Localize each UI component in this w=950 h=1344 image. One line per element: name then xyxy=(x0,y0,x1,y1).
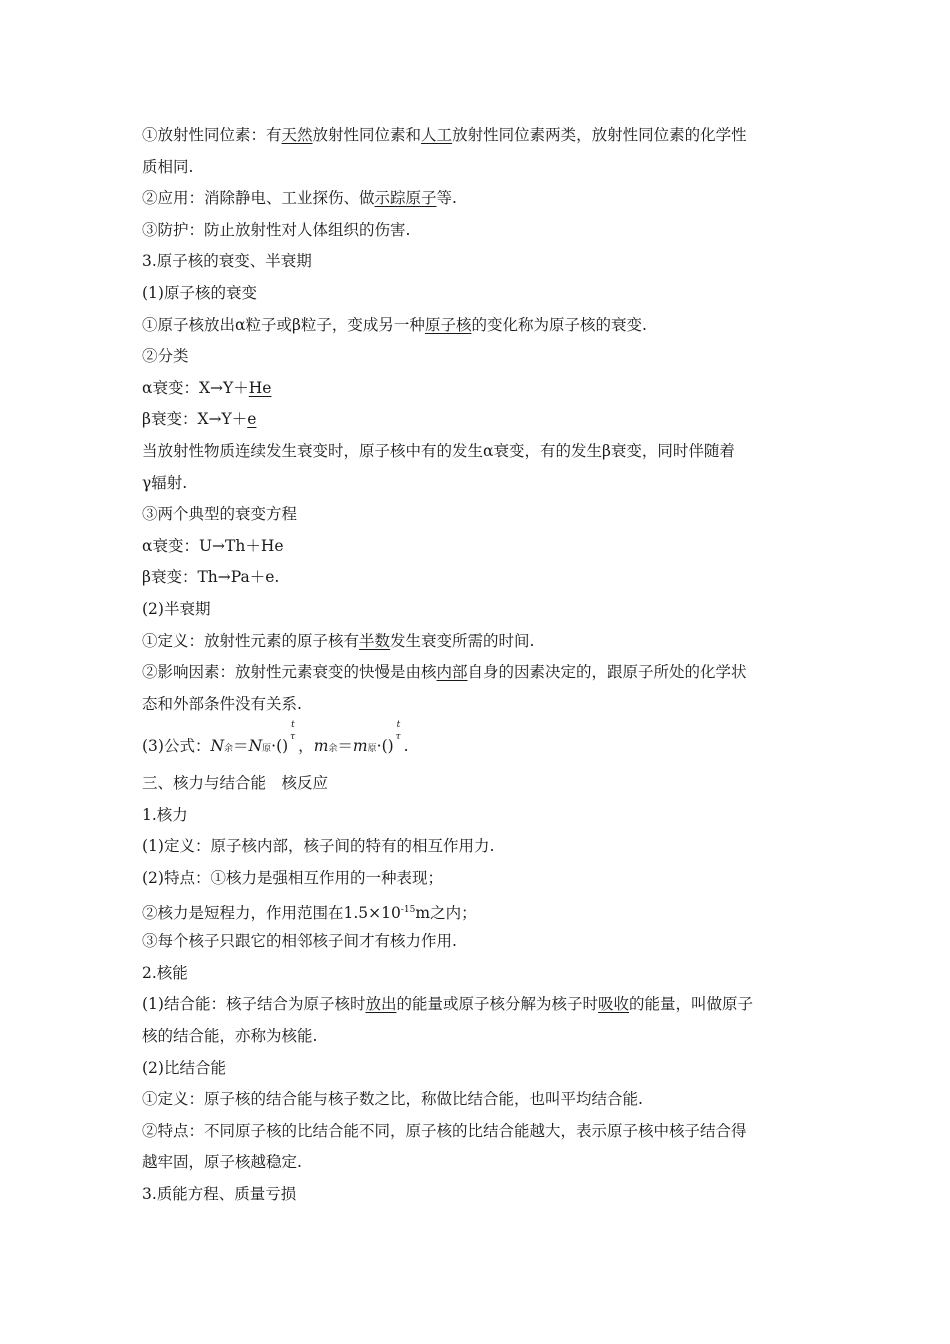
text: (3)公式： xyxy=(142,737,211,756)
text: ②核力是短程力，作用范围在1.5×10 xyxy=(142,903,401,922)
subscript: 余 xyxy=(328,744,338,755)
text-line: (2)特点：①核力是强相互作用的一种表现； xyxy=(142,869,443,888)
subsection-heading: (2)比结合能 xyxy=(142,1058,226,1077)
text: 的能量，叫做原子 xyxy=(629,995,754,1014)
answer-blank: 吸收 xyxy=(598,995,630,1014)
text-line: 态和外部条件没有关系. xyxy=(142,694,302,713)
text-line: 质相同. xyxy=(142,157,194,176)
half-life-formula xyxy=(142,720,812,768)
text-line xyxy=(142,373,812,405)
exponent xyxy=(394,720,404,751)
text: (1)结合能：核子结合为原子核时 xyxy=(142,995,366,1014)
answer-blank: 示踪原子 xyxy=(374,189,437,208)
text: m之内； xyxy=(415,903,477,922)
text-line: ②分类 xyxy=(142,347,189,366)
exponent-denominator: τ xyxy=(290,732,296,743)
text-line xyxy=(142,404,812,436)
text: ①放射性同位素：有 xyxy=(142,126,282,144)
text-line xyxy=(142,895,812,927)
text: ②影响因素：放射性元素衰变的快慢是由核 xyxy=(142,663,437,682)
text: ②应用：消除静电、工业探伤、做 xyxy=(142,189,375,208)
subsection-heading: (1)原子核的衰变 xyxy=(142,283,257,302)
text-line: 越牢固，原子核越稳定. xyxy=(142,1153,302,1172)
symbol: m xyxy=(313,737,329,756)
section-heading: 2.核能 xyxy=(142,963,188,982)
answer-blank: 半数 xyxy=(359,631,391,650)
exponent-denominator: τ xyxy=(395,732,401,743)
section-heading: 3.质能方程、质量亏损 xyxy=(142,1185,297,1203)
section-heading: 1.核力 xyxy=(142,805,188,824)
text: 的能量或原子核分解为核子时 xyxy=(396,995,598,1014)
text-line: ③防护：防止放射性对人体组织的伤害. xyxy=(142,220,411,239)
answer-blank: e xyxy=(247,410,257,429)
subscript: 原 xyxy=(262,744,272,755)
text: ， xyxy=(298,737,314,756)
answer-blank: 放出 xyxy=(365,995,397,1014)
text-line: γ辐射. xyxy=(142,473,188,492)
exponent-numerator: t xyxy=(396,720,401,731)
text: 等. xyxy=(436,189,457,208)
text: β衰变：X→Y＋ xyxy=(142,410,248,429)
text: ·() xyxy=(376,737,394,756)
subscript: 原 xyxy=(367,744,377,755)
text: α衰变：X→Y＋ xyxy=(142,378,249,397)
text-line xyxy=(142,183,812,215)
text: ·() xyxy=(271,737,289,756)
subsection-heading: (2)半衰期 xyxy=(142,599,211,618)
text-line xyxy=(142,120,812,152)
answer-blank: He xyxy=(248,378,272,397)
text-line: 核的结合能，亦称为核能. xyxy=(142,1027,318,1046)
text-line: 当放射性物质连续发生衰变时，原子核中有的发生α衰变，有的发生β衰变，同时伴随着 xyxy=(142,441,735,460)
text-line: (1)定义：原子核内部，核子间的特有的相互作用力. xyxy=(142,837,495,856)
text: ＝ xyxy=(233,737,249,756)
text: . xyxy=(403,737,409,756)
subscript: 余 xyxy=(224,744,234,755)
text-line xyxy=(142,310,812,342)
text-line: ③每个核子只跟它的相邻核子间才有核力作用. xyxy=(142,932,457,951)
answer-blank: 天然 xyxy=(281,126,313,144)
text: ＝ xyxy=(337,737,353,756)
text: 放射性同位素和 xyxy=(312,126,422,144)
answer-blank: 内部 xyxy=(436,663,468,682)
section-heading: 三、核力与结合能 核反应 xyxy=(142,774,329,793)
superscript: -15 xyxy=(400,904,416,915)
text: ①定义：放射性元素的原子核有 xyxy=(142,631,360,650)
answer-blank: 人工 xyxy=(421,126,453,144)
text-line xyxy=(142,657,812,689)
symbol: N xyxy=(248,737,263,756)
text-line xyxy=(142,989,812,1021)
text-line: β衰变：Th→Pa＋e. xyxy=(142,568,280,587)
text: 自身的因素决定的，跟原子所处的化学状 xyxy=(467,663,747,682)
answer-blank: 原子核 xyxy=(424,315,472,334)
document-page xyxy=(142,120,812,1211)
text-line xyxy=(142,626,812,658)
exponent xyxy=(288,720,298,751)
text: 的变化称为原子核的衰变. xyxy=(471,315,647,334)
text-line: ②特点：不同原子核的比结合能不同，原子核的比结合能越大，表示原子核中核子结合得 xyxy=(142,1121,747,1140)
text: 发生衰变所需的时间. xyxy=(390,631,535,650)
text-line: ③两个典型的衰变方程 xyxy=(142,505,298,524)
text-line: α衰变：U→Th＋He xyxy=(142,536,284,555)
text: ①原子核放出α粒子或β粒子，变成另一种 xyxy=(142,315,425,334)
symbol: N xyxy=(210,737,225,756)
text: 放射性同位素两类，放射性同位素的化学性 xyxy=(452,126,747,144)
text-line: ①定义：原子核的结合能与核子数之比，称做比结合能，也叫平均结合能. xyxy=(142,1090,643,1109)
symbol: m xyxy=(352,737,368,756)
section-heading: 3.原子核的衰变、半衰期 xyxy=(142,252,312,271)
exponent-numerator: t xyxy=(291,720,295,731)
